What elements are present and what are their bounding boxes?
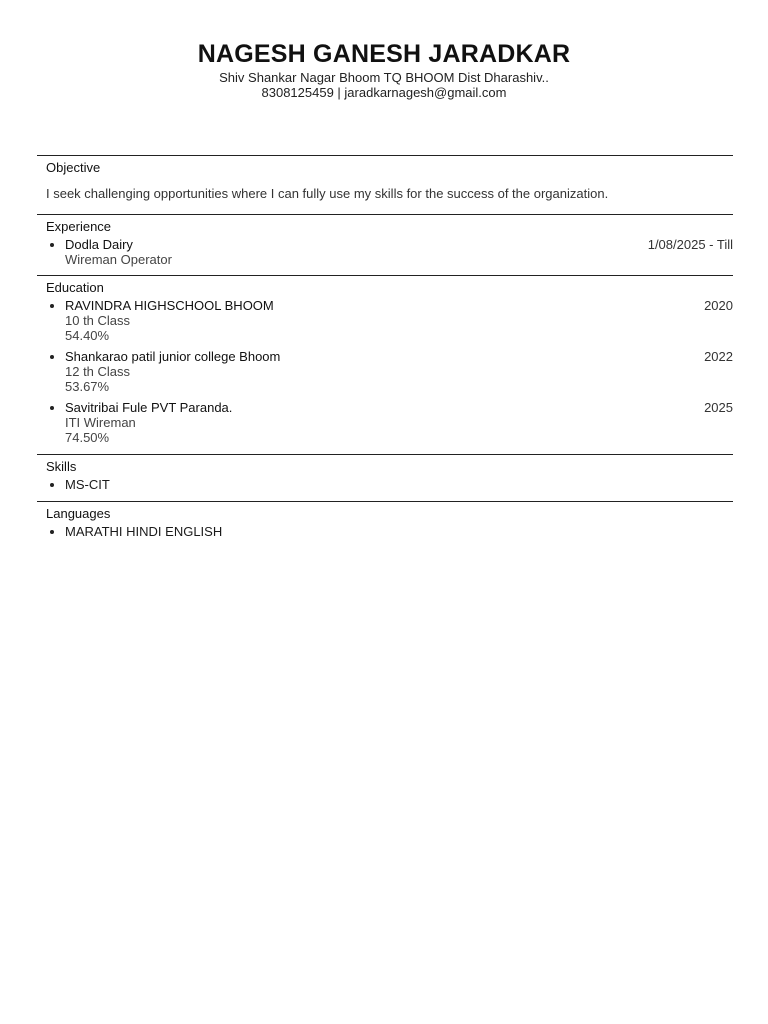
resume-body bbox=[37, 155, 733, 539]
education-list bbox=[37, 298, 733, 445]
section-title-experience: Experience bbox=[46, 219, 112, 234]
section-title-skills: Skills bbox=[46, 459, 77, 474]
experience-section bbox=[37, 214, 733, 275]
list-item: MS-CIT bbox=[37, 477, 733, 501]
section-title-languages: Languages bbox=[46, 506, 111, 521]
course-name: 12 th Class bbox=[65, 364, 131, 379]
course-name: 10 th Class bbox=[65, 313, 131, 328]
section-title-objective: Objective bbox=[46, 160, 101, 175]
skills-section bbox=[37, 454, 733, 501]
list-item bbox=[37, 349, 733, 394]
list-item: MARATHI HINDI ENGLISH bbox=[37, 524, 733, 539]
score: 74.50% bbox=[65, 430, 110, 445]
school-name: Savitribai Fule PVT Paranda. bbox=[65, 400, 233, 415]
employment-date: 1/08/2025 - Till bbox=[647, 237, 733, 252]
graduation-year: 2020 bbox=[704, 298, 733, 313]
languages-list bbox=[37, 524, 733, 539]
experience-list bbox=[37, 237, 733, 275]
graduation-year: 2025 bbox=[704, 400, 733, 415]
score: 54.40% bbox=[65, 328, 110, 343]
school-name: RAVINDRA HIGHSCHOOL BHOOM bbox=[65, 298, 274, 313]
company-name: Dodla Dairy bbox=[65, 237, 133, 252]
graduation-year: 2022 bbox=[704, 349, 733, 364]
list-item bbox=[37, 237, 733, 275]
education-section bbox=[37, 275, 733, 445]
contact-line: 8308125459 | jaradkarnagesh@gmail.com bbox=[261, 85, 507, 100]
objective-section bbox=[37, 155, 733, 214]
school-name: Shankarao patil junior college Bhoom bbox=[65, 349, 281, 364]
job-role: Wireman Operator bbox=[65, 252, 172, 267]
candidate-name: NAGESH GANESH JARADKAR bbox=[197, 40, 571, 68]
course-name: ITI Wireman bbox=[65, 415, 136, 430]
skills-list bbox=[37, 477, 733, 501]
address-line: Shiv Shankar Nagar Bhoom TQ BHOOM Dist Dharashiv.. bbox=[219, 70, 549, 85]
languages-section bbox=[37, 501, 733, 539]
objective-text: I seek challenging opportunities where I can fully use my skills for the success of the organization. bbox=[46, 186, 609, 201]
list-item bbox=[37, 298, 733, 343]
score: 53.67% bbox=[65, 379, 110, 394]
list-item bbox=[37, 400, 733, 445]
resume-header bbox=[0, 38, 768, 100]
section-title-education: Education bbox=[46, 280, 104, 295]
